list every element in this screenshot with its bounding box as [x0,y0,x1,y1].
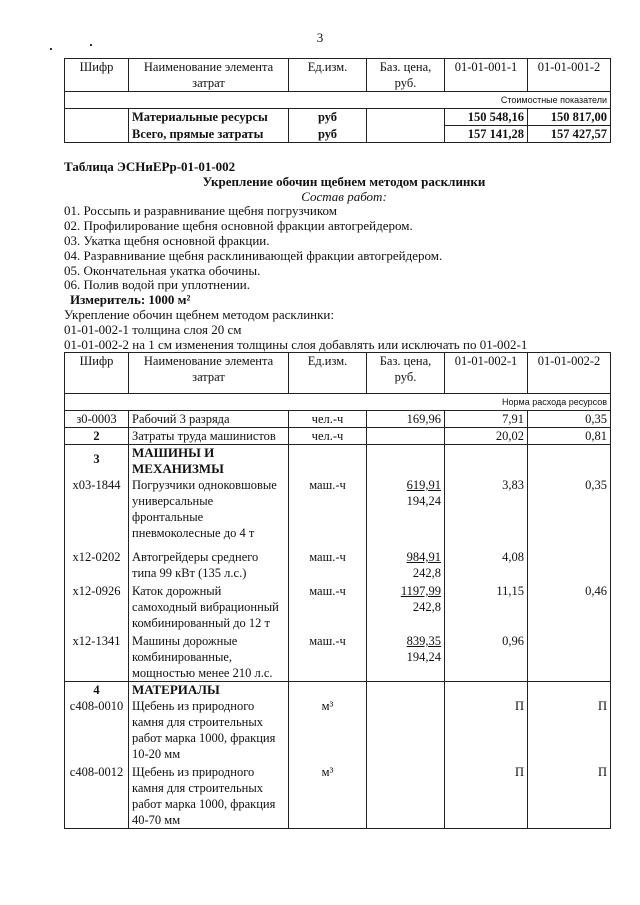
section-row [65,682,611,699]
row-price: 619,91 [406,478,441,492]
row-value-1: 157 141,28 [445,126,528,143]
row-price: 839,35 [406,634,441,648]
row-price: 984,91 [406,550,441,564]
table-row [65,698,611,762]
row-value-2: 0,35 [528,477,611,541]
row-value-2: П [528,698,611,762]
work-item: 04. Разравнивание щебня расклинивающей фракции автогрейдером. [64,247,443,263]
row-name: Щебень из природного камня для строительных работ марка 1000, фракция 10-20 мм [129,698,289,762]
subheader-norms: Норма расхода ресурсов [65,394,611,411]
row-name: Погрузчики одноковшовые универсальные фронтальные пневмоколесные до 4 т [129,477,289,541]
row-unit: маш.-ч [289,477,367,541]
scan-speck [50,48,52,50]
section-title: МАШИНЫ И МЕХАНИЗМЫ [129,445,289,478]
section-code: 4 [65,682,129,699]
row-value-1: 3,83 [445,477,528,541]
row-value-2: 157 427,57 [528,126,611,143]
resource-norms-table [64,352,611,829]
row-unit: руб [289,126,367,143]
header-code: Шифр [65,59,129,92]
row-unit: маш.-ч [289,581,367,631]
table-header-row [65,353,611,394]
row-code: х12-0202 [65,541,129,581]
section-title: МАТЕРИАЛЫ [129,682,289,699]
scan-speck [90,44,92,46]
row-name: Рабочий 3 разряда [129,411,289,428]
table-row [65,411,611,428]
row-value-2: 150 817,00 [528,109,611,126]
row-name: Материальные ресурсы [129,109,289,126]
work-item: 02. Профилирование щебня основной фракции автогрейдером. [64,218,413,234]
section-code: 3 [65,445,129,478]
measure-unit: Измеритель: 1000 м² [70,292,191,308]
row-value-1: 20,02 [445,428,528,445]
row-price: 1197,99 [400,584,441,598]
row-name: Всего, прямые затраты [129,126,289,143]
work-item: 03. Укатка щебня основной фракции. [64,232,270,248]
header-name: Наименование элемента затрат [129,59,289,92]
page-number: 3 [316,30,324,45]
row-price: 169,96 [367,411,445,428]
header-unit: Ед.изм. [289,353,367,394]
row-value-2: П [528,762,611,829]
table-row [65,762,611,829]
row-value-1: 7,91 [445,411,528,428]
table-description [64,160,624,352]
header-col2: 01-01-002-2 [528,353,611,394]
table-row [65,541,611,581]
table-subtitle: Укрепление обочин щебнем методом расклинки [202,173,486,189]
table-row [65,581,611,631]
top-cost-table [64,58,611,143]
row-name: Машины дорожные комбинированные, мощностью менее 210 л.с. [129,631,289,682]
header-base-price: Баз. цена, руб. [367,59,445,92]
row-code: х03-1844 [65,477,129,541]
table-header-row [65,59,611,92]
row-price-secondary: 242,8 [412,600,441,614]
table-row [65,631,611,682]
header-col1: 01-01-001-1 [445,59,528,92]
row-price-secondary: 194,24 [406,494,441,508]
header-name: Наименование элемента затрат [129,353,289,394]
description-line: 01-01-002-1 толщина слоя 20 см [64,321,242,337]
description-line: 01-01-002-2 на 1 см изменения толщины слоя добавлять или исключать по 01-002-1 [64,336,528,352]
work-item: 05. Окончательная укатка обочины. [64,262,261,278]
row-unit: м³ [289,698,367,762]
row-value-1: 0,96 [445,631,528,682]
work-item: 06. Полив водой при уплотнении. [64,277,251,293]
row-name: Щебень из природного камня для строительных работ марка 1000, фракция 40-70 мм [129,762,289,829]
row-unit: маш.-ч [289,541,367,581]
header-unit: Ед.изм. [289,59,367,92]
row-code: х12-0926 [65,581,129,631]
row-value-2: 0,35 [528,411,611,428]
row-code: 2 [65,428,129,445]
row-unit: чел.-ч [289,411,367,428]
section-row [65,445,611,478]
row-code: х12-1341 [65,631,129,682]
row-name: Автогрейдеры среднего типа 99 кВт (135 л.с.) [129,541,289,581]
subheader-cost: Стоимостные показатели [65,92,611,109]
table-title: Таблица ЭСНиЕРр-01-01-002 [64,159,236,174]
description-line: Укрепление обочин щебнем методом расклинки: [64,306,334,322]
row-value-1: 4,08 [445,541,528,581]
row-price-secondary: 194,24 [406,650,441,664]
table-row [65,428,611,445]
work-item: 01. Россыпь и разравнивание щебня погрузчиком [64,203,337,219]
table-row [65,126,611,143]
row-code: з0-0003 [65,411,129,428]
table-row [65,109,611,126]
row-code: с408-0012 [65,762,129,829]
row-name: Каток дорожный самоходный вибрационный комбинированный до 12 т [129,581,289,631]
row-value-1: 11,15 [445,581,528,631]
row-name: Затраты труда машинистов [129,428,289,445]
row-unit: чел.-ч [289,428,367,445]
row-code: с408-0010 [65,698,129,762]
row-price-secondary: 242,8 [412,566,441,580]
header-base-price: Баз. цена, руб. [367,353,445,394]
work-title: Состав работ: [301,188,387,204]
row-unit: руб [289,109,367,126]
row-value-2: 0,46 [528,581,611,631]
table-row [65,477,611,541]
row-unit: м³ [289,762,367,829]
row-value-1: 150 548,16 [445,109,528,126]
header-code: Шифр [65,353,129,394]
header-col2: 01-01-001-2 [528,59,611,92]
row-value-1: П [445,698,528,762]
row-value-1: П [445,762,528,829]
row-value-2: 0,81 [528,428,611,445]
row-unit: маш.-ч [289,631,367,682]
header-col1: 01-01-002-1 [445,353,528,394]
